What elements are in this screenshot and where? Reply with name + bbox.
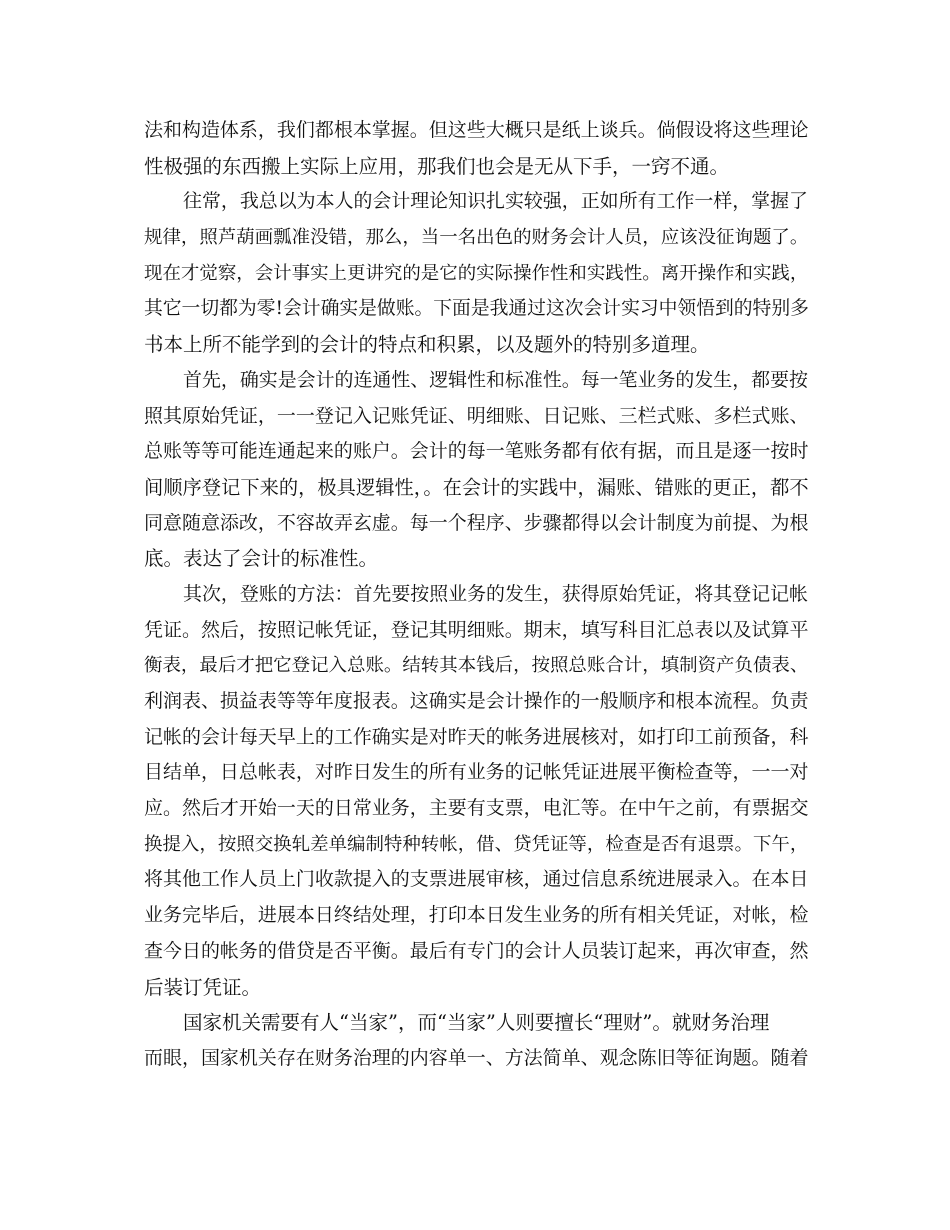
text-line: 国家机关需要有人“当家”，而“当家”人则要擅长“理财”。就财务治理: [183, 1011, 770, 1035]
text-line: 衡表，最后才把它登记入总账。结转其本钱后，按照总账合计，填制资产负债表、: [144, 655, 809, 677]
text-line: 照其原始凭证，一一登记入记账凭证、明细账、日记账、三栏式账、多栏式账、: [144, 404, 809, 427]
text-line: 凭证。然后，按照记帐凭证，登记其明细账。期末，填写科目汇总表以及试算平: [144, 618, 809, 641]
text-line: 同意随意添改，不容故弄玄虚。每一个程序、步骤都得以会计制度为前提、为根: [144, 511, 809, 534]
text-line: 底。表达了会计的标准性。: [144, 547, 379, 571]
text-line: 后装订凭证。: [144, 975, 262, 999]
text-line: 而眼，国家机关存在财务治理的内容单一、方法简单、观念陈旧等征询题。随着: [144, 1046, 809, 1069]
text-line: 记帐的会计每天早上的工作确实是对昨天的帐务进展核对，如打印工前预备，科: [144, 725, 809, 748]
text-line: 法和构造体系，我们都根本掌握。但这些大概只是纸上谈兵。倘假设将这些理论: [144, 119, 809, 141]
text-line: 应。然后才开始一天的日常业务，主要有支票，电汇等。在中午之前，有票据交: [144, 797, 809, 820]
text-line: 其次，登账的方法：首先要按照业务的发生，获得原始凭证，将其登记记帐: [183, 582, 808, 605]
text-line: 总账等等可能连通起来的账户。会计的每一笔账务都有依有据，而且是逐一按时: [144, 440, 809, 463]
text-line: 查今日的帐务的借贷是否平衡。最后有专门的会计人员装订起来，再次审查，然: [144, 939, 809, 962]
text-line: 首先，确实是会计的连通性、逻辑性和标准性。每一笔业务的发生，都要按: [183, 368, 808, 391]
text-line: 往常，我总以为本人的会计理论知识扎实较强，正如所有工作一样，掌握了: [183, 190, 808, 213]
text-line: 书本上所不能学到的会计的特点和积累，以及题外的特别多道理。: [144, 333, 710, 357]
text-line: 业务完毕后，进展本日终结处理，打印本日发生业务的所有相关凭证，对帐，检: [144, 904, 809, 927]
text-line: 目结单，日总帐表，对昨日发生的所有业务的记帐凭证进展平衡检查等，一一对: [144, 761, 809, 784]
text-line: 性极强的东西搬上实际上应用，那我们也会是无从下手，一窍不通。: [144, 154, 730, 178]
text-line: 换提入，按照交换轧差单编制特种转帐，借、贷凭证等，检查是否有退票。下午，: [144, 833, 809, 855]
text-line: 利润表、损益表等等年度报表。这确实是会计操作的一般顺序和根本流程。负责: [144, 690, 809, 712]
text-line: 间顺序登记下来的，极具逻辑性，。在会计的实践中，漏账、错账的更正，都不: [144, 475, 809, 499]
text-line: 规律，照芦葫画瓢准没错，那么，当一名出色的财务会计人员，应该没征询题了。: [144, 227, 809, 249]
body-text: [144, 113, 809, 1077]
text-line: 其它一切都为零!会计确实是做账。下面是我通过这次会计实习中领悟到的特别多: [144, 298, 809, 320]
text-line: 将其他工作人员上门收款提入的支票进展审核，通过信息系统进展录入。在本日: [144, 868, 809, 891]
text-line: 现在才觉察，会计事实上更讲究的是它的实际操作性和实践性。离开操作和实践，: [144, 262, 809, 284]
